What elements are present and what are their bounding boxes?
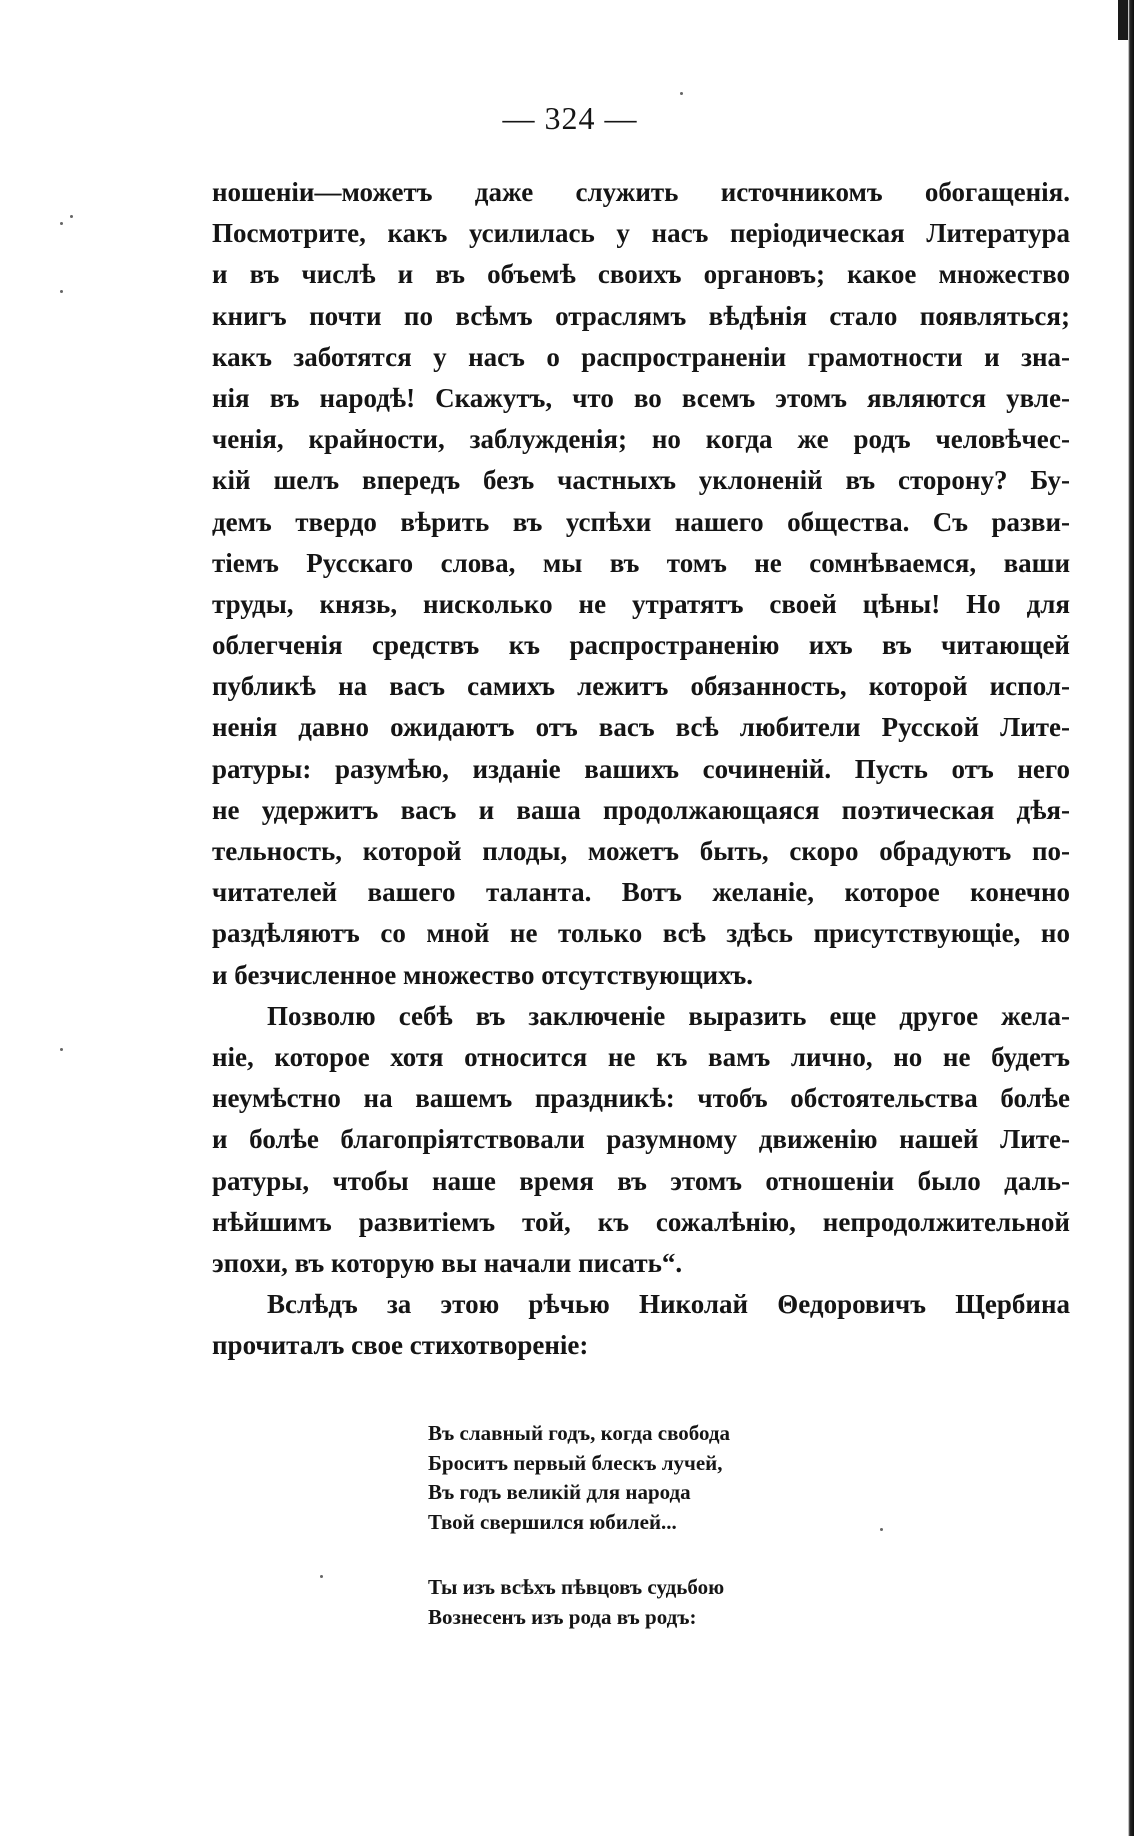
poem-line: Въ славный годъ, когда свобода xyxy=(428,1421,731,1445)
scan-speck xyxy=(880,1528,883,1531)
text-line: тiемъ Русскаго слова, мы въ томъ не сомнѣваемся, ваши xyxy=(212,547,1070,578)
poem-line: Вознесенъ изъ рода въ родъ: xyxy=(428,1604,697,1629)
scan-edge xyxy=(1128,0,1134,1836)
text-line: нiе, которое хотя относится не къ вамъ лично, но не будетъ xyxy=(212,1041,1070,1072)
text-line: и болѣе благопрiятствовали разумному движенiю нашей Лите- xyxy=(212,1124,1070,1155)
scan-speck xyxy=(70,215,73,218)
text-line: и безчисленное множество отсутствующихъ. xyxy=(212,959,754,990)
poem-line: Броситъ первый блескъ лучей, xyxy=(428,1450,723,1475)
text-line: ратуры, чтобы наше время въ этомъ отношенiи было даль- xyxy=(212,1165,1070,1196)
text-line: Позволю себѣ въ заключенiе выразить еще другое жела- xyxy=(267,1000,1070,1031)
text-line: Посмотрите, какъ усилилась у насъ перiодическая Литература xyxy=(212,218,1070,249)
scan-speck xyxy=(680,92,683,95)
text-line: эпохи, въ которую вы начали писать“. xyxy=(212,1247,683,1278)
text-line: какъ заботятся у насъ о распространенiи грамотности и зна- xyxy=(212,341,1070,372)
body-text xyxy=(212,172,1070,1366)
poem-line: Въ годъ великiй для народа xyxy=(428,1480,691,1504)
scan-edge-top xyxy=(1118,0,1128,40)
text-line: читателей вашего таланта. Вотъ желанiе, которое конечно xyxy=(212,877,1070,908)
text-line: Вслѣдъ за этою рѣчью Николай Θедоровичъ Щербина xyxy=(267,1289,1070,1320)
text-line: публикѣ на васъ самихъ лежитъ обязанность, которой испол- xyxy=(212,671,1070,702)
stanza-break xyxy=(428,1537,730,1573)
text-line: неумѣстно на вашемъ праздникѣ: чтобъ обстоятельства болѣе xyxy=(212,1083,1070,1114)
text-line: ненiя давно ожидаютъ отъ васъ всѣ любители Русской Лите- xyxy=(212,712,1070,743)
text-line: труды, князь, нисколько не утратятъ своей цѣны! Но для xyxy=(212,588,1070,619)
poem-line: Ты изъ всѣхъ пѣвцовъ судьбою xyxy=(428,1575,725,1599)
text-line: тельность, которой плоды, можетъ быть, скоро обрадуютъ по- xyxy=(212,836,1070,866)
scan-speck xyxy=(320,1575,323,1578)
text-line: книгъ почти по всѣмъ отраслямъ вѣдѣнiя стало появляться; xyxy=(212,300,1070,331)
text-line: кiй шелъ впередъ безъ частныхъ уклоненiй въ сторону? Бу- xyxy=(212,465,1070,496)
text-line: ченiя, крайности, заблужденiя; но когда же родъ человѣчес- xyxy=(212,424,1070,455)
poem xyxy=(428,1419,730,1632)
poem-line: Твой свершился юбилей... xyxy=(428,1509,677,1534)
text-line: и въ числѣ и въ объемѣ своихъ органовъ; какое множество xyxy=(212,259,1070,290)
scan-speck xyxy=(60,222,63,225)
text-line: ношенiи—можетъ даже служить источникомъ обогащенiя. xyxy=(212,177,1070,207)
text-line: не удержитъ васъ и ваша продолжающаяся поэтическая дѣя- xyxy=(212,794,1070,825)
text-line: раздѣляютъ со мной не только всѣ здѣсь присутствующiе, но xyxy=(212,918,1070,949)
page-number: — 324 — xyxy=(502,100,638,136)
text-line: нѣйшимъ развитiемъ той, къ сожалѣнiю, непродолжительной xyxy=(212,1206,1070,1237)
text-line: нiя въ народѣ! Скажутъ, что во всемъ этомъ являются увле- xyxy=(212,382,1070,413)
scan-speck xyxy=(60,1048,63,1051)
text-line: демъ твердо вѣрить въ успѣхи нашего общества. Съ разви- xyxy=(212,506,1070,537)
text-line: облегченiя средствъ къ распространенiю ихъ въ читающей xyxy=(212,630,1070,661)
scan-speck xyxy=(60,290,63,293)
text-line: прочиталъ свое стихотворенiе: xyxy=(212,1330,589,1361)
text-line: ратуры: разумѣю, изданiе вашихъ сочиненiй. Пусть отъ него xyxy=(212,753,1070,784)
